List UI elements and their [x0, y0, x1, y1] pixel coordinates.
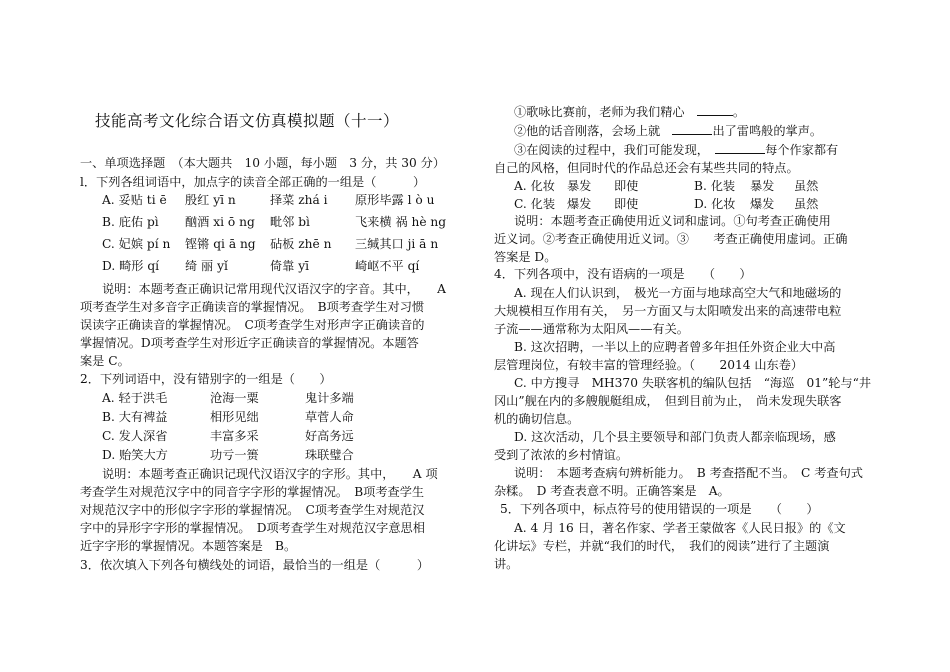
option-a: A. 现在人们认识到， 极光一方面与地球高空大气和地磁场的: [514, 286, 842, 300]
option-a: A. 4 月 16 日，著名作家、学者王蒙做客《人民日报》的《文: [514, 521, 846, 535]
answer-blank: [672, 122, 712, 135]
option-a: A. 化妆: [514, 179, 555, 193]
explanation-line: 案是 C。: [80, 354, 130, 368]
option-c: 即使: [614, 197, 639, 211]
explanation-line: 说明：本题考查正确识记现代汉语汉字的字形。其中， A 项: [102, 467, 438, 481]
option-d: 崎岖不平 qí: [355, 259, 420, 273]
option-a: 殷红 yī n: [185, 193, 236, 207]
option-d: 绮 丽 yǐ: [185, 259, 228, 273]
option-a: 暴发: [567, 179, 592, 193]
option-c: 好高务远: [305, 429, 354, 443]
option-d: D. 化妆: [694, 197, 736, 211]
question-3-sentence-1: ①歌咏比赛前，老师为我们精心 。: [514, 105, 745, 119]
answer-blank: [715, 141, 765, 154]
explanation-line: 对规范汉字中的形似字字形的掌握情况。 C项考查学生对规范汉: [80, 503, 425, 517]
option-d: D. 畸形 qí: [102, 259, 160, 273]
option-b: 酗酒 xi ō ng: [185, 215, 255, 229]
option-c: C. 中方搜寻 MH370 失联客机的编队包括 “海巡 01”轮与“井: [514, 376, 872, 390]
option-b: 飞来横 祸 hè ng: [355, 215, 447, 229]
question-3-sentence-3-cont: 自己的风格，但同时代的作品总还会有某些共同的特点。: [494, 161, 799, 175]
question-3-sentence-3: ③在阅读的过程中，我们可能发现， 每个作家都有: [514, 143, 839, 157]
question-2-stem: 2．下列词语中，没有错别字的一组是（ ）: [80, 372, 332, 386]
option-d: 珠联璧合: [305, 448, 354, 462]
explanation-line: 考查学生对规范汉字中的同音字字形的掌握情况。 B项考查学生: [80, 485, 425, 499]
question-4-stem: 4．下列各项中，没有语病的一项是 （ ）: [494, 267, 752, 281]
option-d: 爆发: [750, 197, 775, 211]
option-d: 虽然: [794, 197, 819, 211]
option-c: 冈山”舰在内的多艘舰艇组成， 但到目前为止， 尚未发现失联客: [494, 394, 842, 408]
option-b: 草菅人命: [305, 410, 354, 424]
explanation-line: 项考查学生对多音字正确读音的掌握情况。 B项考查学生对习惯: [80, 300, 425, 314]
option-d: D. 贻笑大方: [102, 448, 168, 462]
option-c: C. 发人深省: [102, 429, 168, 443]
question-5-stem: 5．下列各项中，标点符号的使用错误的一项是 （ ）: [500, 502, 819, 516]
option-c: 机的确切信息。: [494, 412, 580, 426]
explanation-line: 说明： 本题考查病句辨析能力。 B 考查搭配不当。 C 考查句式: [514, 466, 863, 480]
option-c: C. 化装: [514, 197, 556, 211]
option-c: 砧板 zhē n: [270, 237, 332, 251]
option-b: 暴发: [750, 179, 775, 193]
option-a: 化讲坛》专栏，并就“我们的时代， 我们的阅读”进行了主题演: [494, 539, 830, 553]
explanation-line: 掌握情况。D项考查学生对形近字正确读音的掌握情况。本题答: [80, 336, 419, 350]
option-c: 三缄其口 ji ā n: [355, 237, 439, 251]
option-b: B. 这次招聘，一半以上的应聘者曾多年担任外资企业大中高: [514, 340, 836, 354]
option-a: 讲。: [494, 557, 519, 571]
option-a: 沧海一粟: [210, 391, 259, 405]
option-a: 子流——通常称为太阳风——有关。: [494, 322, 689, 336]
option-c: C. 妃嫔 pí n: [102, 237, 171, 251]
section-heading: 一、单项选择题 （本大题共 10 小题，每小题 3 分，共 30 分）: [80, 156, 446, 170]
explanation-line: 说明：本题考查正确识记常用现代汉语汉字的字音。其中， A: [102, 282, 446, 296]
option-c: 爆发: [567, 197, 592, 211]
option-a: 鬼计多端: [305, 391, 354, 405]
option-a: 即使: [614, 179, 639, 193]
option-b: B. 庇佑 pì: [102, 215, 159, 229]
explanation-line: 字中的异形字字形的掌握情况。 D项考查学生对规范汉字意思相: [80, 521, 425, 535]
explanation-line: 近义词。②考查正确使用近义词。③ 考查正确使用虚词。正确: [494, 232, 848, 246]
answer-blank: [697, 103, 733, 116]
option-b: 层管理岗位，有较丰富的管理经验。（ 2014 山东卷）: [494, 358, 804, 372]
option-a: 原形毕露 l ò u: [355, 193, 435, 207]
option-d: 功亏一篑: [210, 448, 259, 462]
option-a: A. 妥贴 ti ē: [102, 193, 167, 207]
explanation-line: 答案是 D。: [494, 250, 557, 264]
option-d: 受到了浓浓的乡村情谊。: [494, 448, 629, 462]
option-d: D. 这次活动，几个县主要领导和部门负责人都亲临现场，感: [514, 430, 836, 444]
option-b: 相形见绌: [210, 410, 259, 424]
option-b: 虽然: [794, 179, 819, 193]
option-d: 倚靠 yī: [270, 259, 310, 273]
option-b: B. 化装: [694, 179, 736, 193]
explanation-line: 误读字正确读音的掌握情况。 C项考查学生对形声字正确读音的: [80, 318, 425, 332]
option-a: 大规模相互作用有关， 另一方面又与太阳喷发出来的高速带电粒: [494, 304, 842, 318]
question-3-stem: 3．依次填入下列各句横线处的词语，最恰当的一组是（ ）: [80, 558, 430, 572]
option-b: B. 大有裨益: [102, 410, 168, 424]
option-c: 铿锵 qi ā ng: [185, 237, 256, 251]
explanation-line: 近字字形的掌握情况。本题答案是 B。: [80, 539, 297, 553]
question-1-stem: l．下列各组词语中，加点字的读音全部正确的一组是（ ）: [80, 175, 426, 189]
page-title: 技能高考文化综合语文仿真模拟题（十一）: [95, 112, 400, 130]
option-a: 择菜 zhá i: [270, 193, 328, 207]
explanation-line: 说明：本题考查正确使用近义词和虚词。①句考查正确使用: [514, 214, 831, 228]
explanation-line: 杂糅。 D 考查表意不明。正确答案是 A。: [494, 484, 730, 498]
option-a: A. 轻于洪毛: [102, 391, 168, 405]
option-c: 丰富多采: [210, 429, 259, 443]
option-b: 毗邻 bì: [270, 215, 310, 229]
question-3-sentence-2: ②他的话音刚落，会场上就 出了雷鸣般的掌声。: [514, 124, 823, 138]
